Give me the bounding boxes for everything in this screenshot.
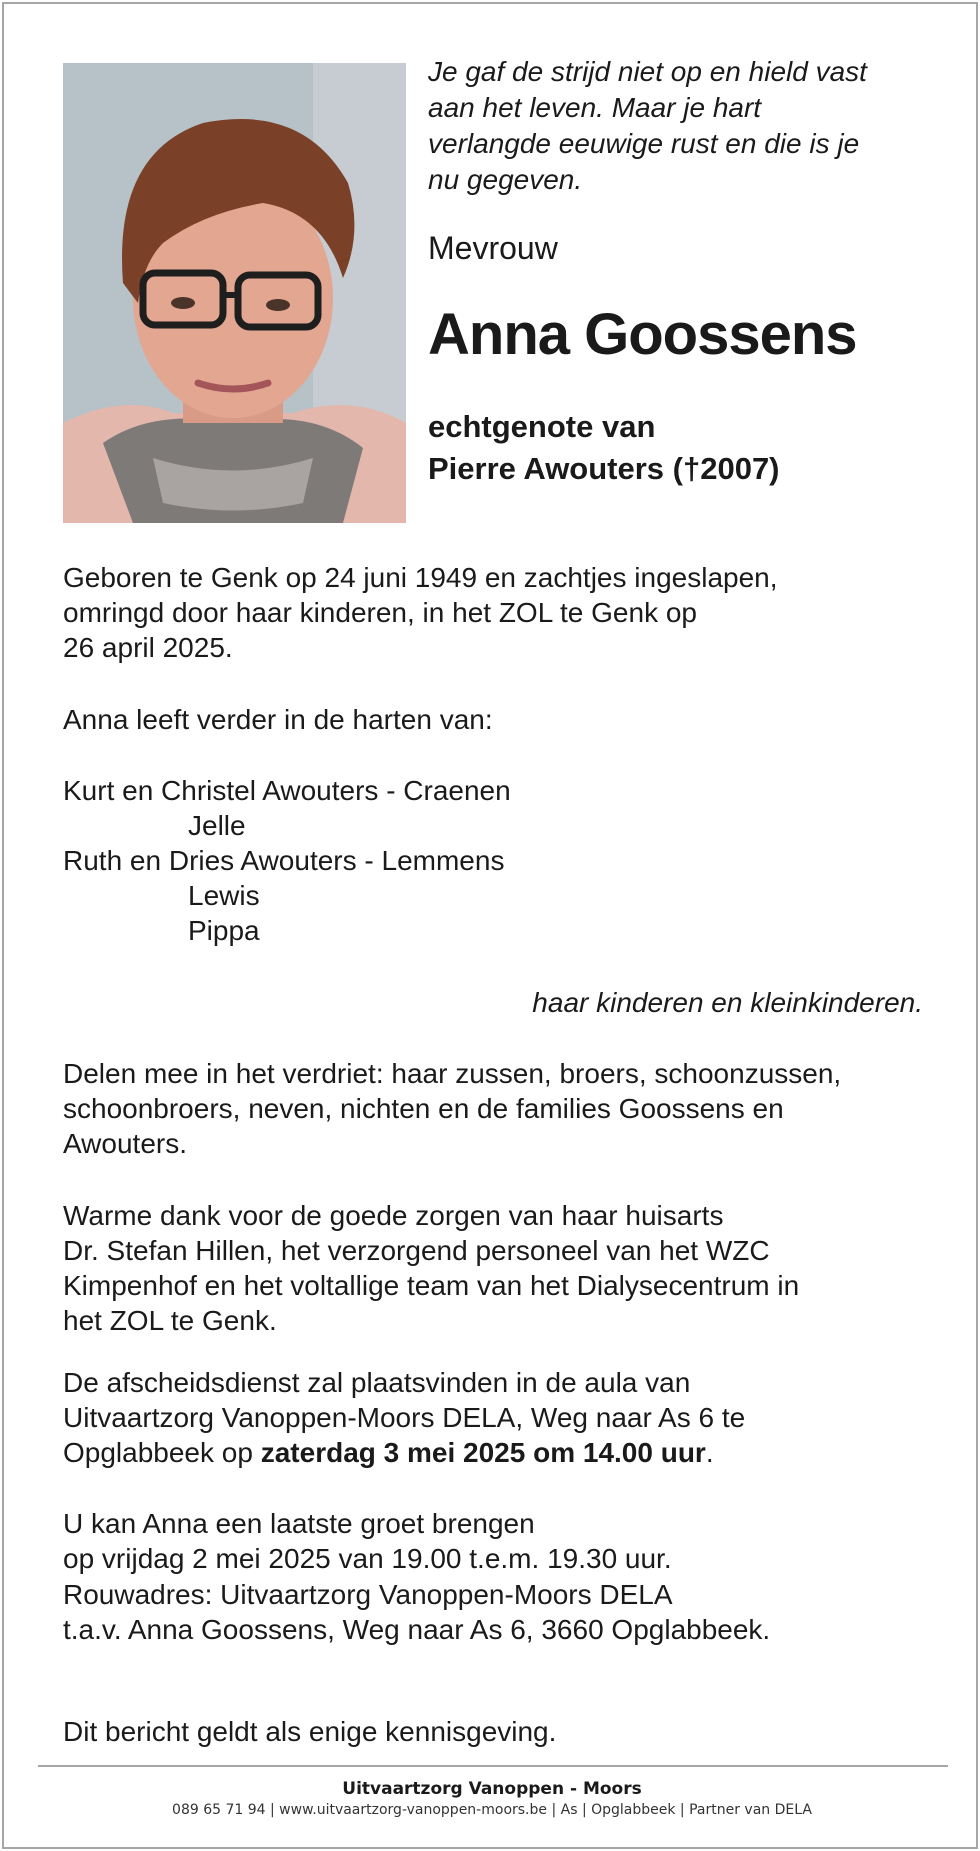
family-member: Lewis: [188, 880, 260, 911]
service-datetime: zaterdag 3 mei 2025 om 14.00 uur: [260, 1437, 706, 1468]
text-line: .: [705, 1437, 714, 1468]
footer-divider: [38, 1765, 948, 1767]
text-line: Dr. Stefan Hillen, het verzorgend personeel van het WZC: [63, 1235, 770, 1266]
closing-line: Dit bericht geldt als enige kennisgeving.: [63, 1716, 557, 1747]
text-line: Warme dank voor de goede zorgen van haar huisarts: [63, 1200, 724, 1231]
funeral-home-contact: 089 65 71 94 | www.uitvaartzorg-vanoppen-moors.be | As | Opglabbeek | Partner van DELA: [172, 1802, 812, 1818]
text-line: Opglabbeek op: [63, 1437, 261, 1468]
shared-grief-paragraph: [63, 1056, 933, 1161]
spouse-block: [428, 406, 780, 490]
text-line: 26 april 2025.: [63, 632, 233, 663]
farewell-paragraph: [63, 1506, 933, 1576]
deceased-name: Anna Goossens: [428, 302, 857, 367]
family-member: Jelle: [188, 810, 246, 841]
text-line: schoonbroers, neven, nichten en de families Goossens en: [63, 1093, 784, 1124]
death-notice-card: [2, 2, 978, 1849]
family-signature: haar kinderen en kleinkinderen.: [532, 987, 923, 1018]
family-member: Kurt en Christel Awouters - Craenen: [63, 775, 511, 806]
lives-on-paragraph: Anna leeft verder in de harten van:: [63, 704, 493, 735]
family-member: Pippa: [188, 915, 260, 946]
text-line: Geboren te Genk op 24 juni 1949 en zachtjes ingeslapen,: [63, 562, 778, 593]
text-line: Uitvaartzorg Vanoppen-Moors DELA, Weg naar As 6 te: [63, 1402, 746, 1433]
text-line: Rouwadres: Uitvaartzorg Vanoppen-Moors DELA: [63, 1579, 673, 1610]
address-paragraph: [63, 1577, 933, 1647]
honorific: Mevrouw: [428, 230, 558, 266]
spouse-name: Pierre Awouters (†2007): [428, 451, 780, 486]
text-line: Delen mee in het verdriet: haar zussen, broers, schoonzussen,: [63, 1058, 842, 1089]
quote-line: Je gaf de strijd niet op en hield vast: [428, 56, 867, 87]
text-line: Kimpenhof en het voltallige team van het Dialysecentrum in: [63, 1270, 800, 1301]
portrait-photo: [63, 63, 406, 523]
family-list: [63, 773, 933, 948]
spouse-label: echtgenote van: [428, 409, 656, 444]
text-line: op vrijdag 2 mei 2025 van 19.00 t.e.m. 19.30 uur.: [63, 1543, 672, 1574]
text-line: het ZOL te Genk.: [63, 1305, 277, 1336]
birth-death-paragraph: [63, 560, 933, 665]
text-line: t.a.v. Anna Goossens, Weg naar As 6, 3660 Opglabbeek.: [63, 1614, 771, 1645]
text-line: Awouters.: [63, 1128, 187, 1159]
service-paragraph: [63, 1365, 933, 1470]
quote-line: nu gegeven.: [428, 164, 583, 195]
funeral-home-name: Uitvaartzorg Vanoppen - Moors: [342, 1779, 642, 1799]
portrait-image: [63, 63, 406, 523]
text-line: omringd door haar kinderen, in het ZOL te Genk op: [63, 597, 697, 628]
text-line: U kan Anna een laatste groet brengen: [63, 1508, 535, 1539]
quote-line: verlangde eeuwige rust en die is je: [428, 128, 860, 159]
family-member: Ruth en Dries Awouters - Lemmens: [63, 845, 505, 876]
text-line: De afscheidsdienst zal plaatsvinden in de aula van: [63, 1367, 691, 1398]
quote-line: aan het leven. Maar je hart: [428, 92, 762, 123]
thanks-paragraph: [63, 1198, 933, 1338]
memorial-quote: [428, 54, 928, 198]
